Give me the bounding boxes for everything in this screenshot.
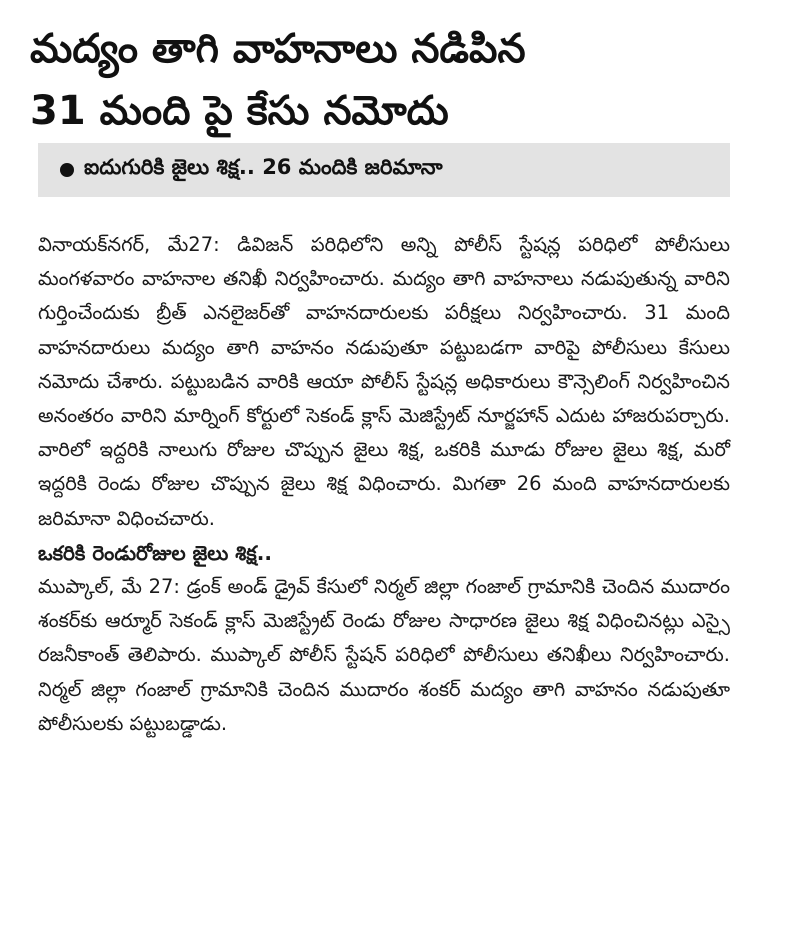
- subheadline-bar: [38, 143, 730, 197]
- headline-line-2: 31 మంది పై కేసు నమోదు: [30, 88, 449, 134]
- subheadline: ఐదుగురికి జైలు శిక్ష.. 26 మందికి జరిమానా: [84, 155, 443, 179]
- article-body: [38, 228, 730, 741]
- paragraph-2: ముప్కాల్, మే 27: డ్రంక్ అండ్ డ్రైవ్ కేసులో నిర్మల్ జిల్లా గంజాల్ గ్రామానికి చెందిన ముదారం శంకర్‌కు ఆర్మూర్ సెకండ్ క్లాస్ మెజిస్ట్రేట్ రెండు రోజుల సాధారణ జైలు శిక్ష విధించినట్లు ఎస్సై రజనీకాంత్ తెలిపారు. ముప్కాల్ పోలీస్ స్టేషన్ పరిధిలో పోలీసులు తనిఖీలు నిర్వహించారు. నిర్మల్ జిల్లా గంజాల్ గ్రామానికి చెందిన ముదారం శంకర్ మద్యం తాగి వాహనం నడుపుతూ పోలీసులకు పట్టుబడ్డాడు.: [38, 575, 730, 735]
- bullet-icon: [60, 163, 74, 177]
- headline-line-1: మద్యం తాగి వాహనాలు నడిపిన: [30, 26, 526, 72]
- headline: [30, 18, 770, 142]
- section-heading: ఒకరికి రెండురోజుల జైలు శిక్ష..: [38, 540, 272, 565]
- paragraph-1: వినాయక్‌నగర్, మే27: డివిజన్ పరిధిలోని అన్ని పోలీస్ స్టేషన్ల పరిధిలో పోలీసులు మంగళవారం వాహనాల తనిఖీ నిర్వహించారు. మద్యం తాగి వాహనాలు నడుపుతున్న వారిని గుర్తించేందుకు బ్రీత్ ఎనలైజర్‌తో వాహనదారులకు పరీక్షలు నిర్వహించారు. 31 మంది వాహనదారులు మద్యం తాగి వాహనం నడుపుతూ పట్టుబడగా వారిపై పోలీసులు కేసులు నమోదు చేశారు. పట్టుబడిన వారికి ఆయా పోలీస్ స్టేషన్ల అధికారులు కౌన్సెలింగ్ నిర్వహించిన అనంతరం వారిని మార్నింగ్ కోర్టులో సెకండ్ క్లాస్ మెజిస్ట్రేట్ నూర్జహాన్ ఎదుట హాజరుపర్చారు. వారిలో ఇద్దరికి నాలుగు రోజుల చొప్పున జైలు శిక్ష, ఒకరికి మూడు రోజుల జైలు శిక్ష, మరో ఇద్దరికి రెండు రోజుల చొప్పున జైలు శిక్ష విధించారు. మిగతా 26 మంది వాహనదారులకు జరిమానా విధించచారు.: [38, 233, 730, 530]
